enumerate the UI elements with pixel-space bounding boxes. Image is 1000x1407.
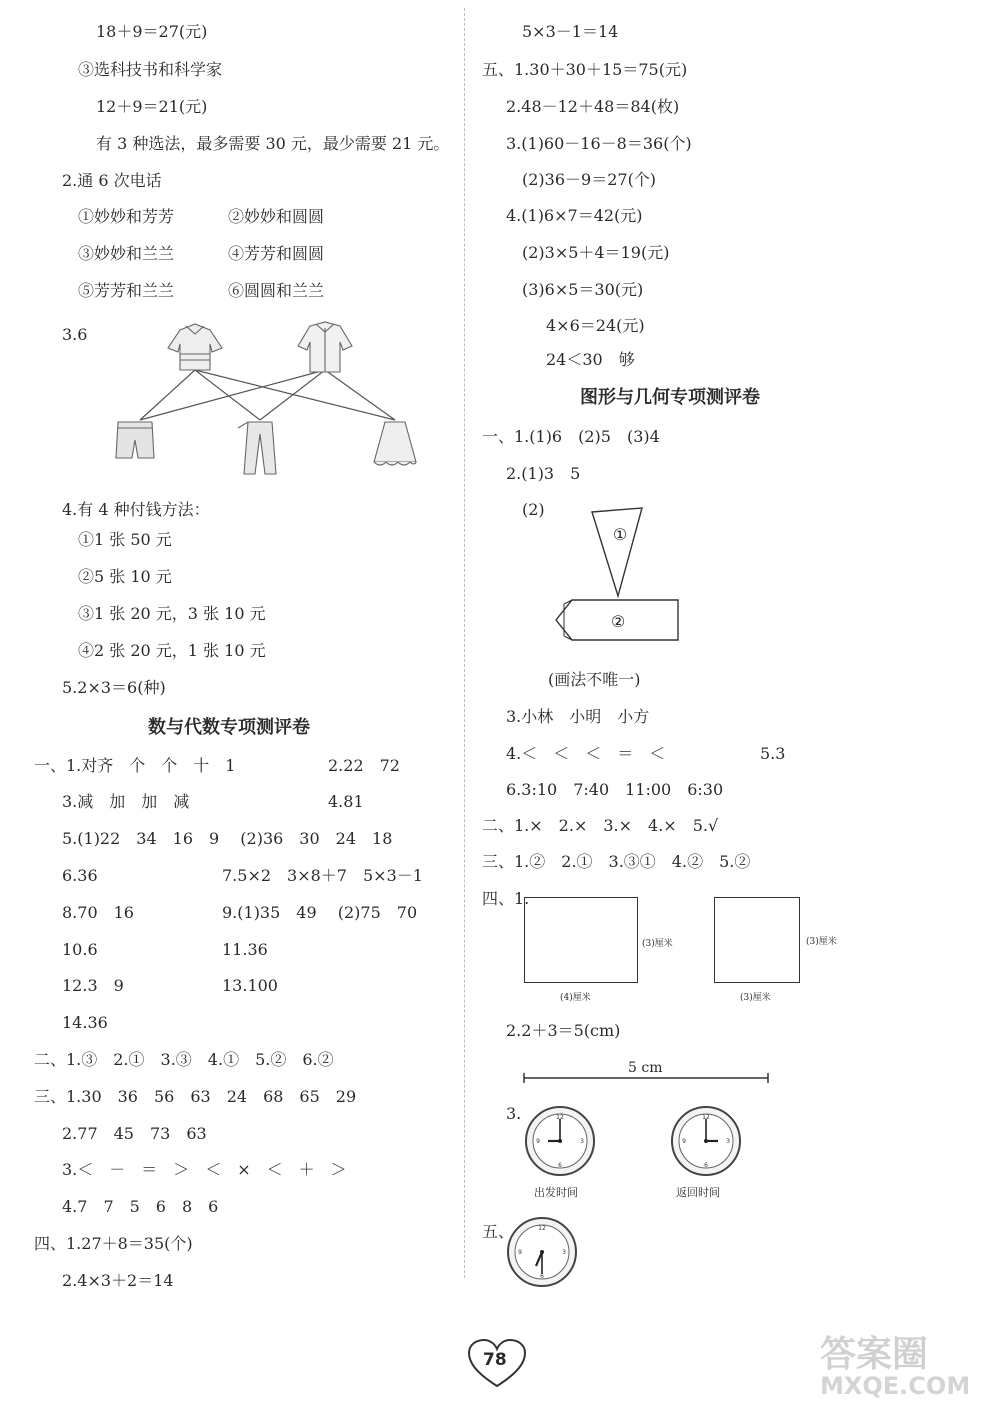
answer-line: ②妙妙和圆圆	[228, 207, 325, 226]
segment-label: 5 cm	[628, 1060, 663, 1076]
answer-line: 2.(1)3 5	[506, 464, 581, 483]
answer-line: ①妙妙和芳芳	[78, 207, 175, 226]
answer-line: ③选科技书和科学家	[78, 60, 223, 79]
rectangle-figure	[524, 897, 638, 983]
square-bottom-label: (3)厘米	[740, 993, 771, 1003]
square-side-label: (3)厘米	[806, 937, 837, 947]
svg-text:12: 12	[538, 1225, 546, 1232]
answer-line: 11.36	[222, 940, 268, 959]
answer-line: 2.通 6 次电话	[62, 171, 162, 190]
answer-line: 4.7 7 5 6 8 6	[62, 1197, 219, 1216]
answer-line: 6.3:10 7:40 11:00 6:30	[506, 780, 724, 799]
answer-line: ⑤芳芳和兰兰	[78, 281, 175, 300]
answer-line: 3.	[506, 1104, 522, 1123]
clothes-matching-figure	[100, 318, 440, 478]
svg-text:6: 6	[540, 1273, 544, 1280]
shirt-icon	[298, 322, 352, 372]
answer-line: ④芳芳和圆圆	[228, 244, 325, 263]
answer-line: 一、1.(1)6 (2)5 (3)4	[482, 427, 660, 446]
square-figure	[714, 897, 800, 983]
answer-line: 18＋9＝27(元)	[96, 22, 208, 41]
answer-line: 5.2×3＝6(种)	[62, 678, 166, 697]
shape-drawing-figure	[548, 500, 688, 650]
shorts-icon	[116, 422, 154, 458]
watermark-logo: 答案圈	[820, 1334, 929, 1375]
rectangle-bottom-label: (4)厘米	[560, 993, 591, 1003]
svg-text:6: 6	[704, 1162, 708, 1169]
answer-line: 四、1.27＋8＝35(个)	[34, 1234, 193, 1253]
answer-line: (2)36－9＝27(个)	[522, 170, 657, 189]
svg-text:3: 3	[562, 1249, 566, 1256]
answer-line: ②5 张 10 元	[78, 567, 172, 586]
answer-line: 五、1.30＋30＋15＝75(元)	[482, 60, 688, 79]
trousers-icon	[238, 422, 276, 474]
answer-line: 5.(1)22 34 16 9 (2)36 30 24 18	[62, 829, 393, 848]
answer-line: 7.5×2 3×8＋7 5×3－1	[222, 866, 423, 885]
svg-text:12: 12	[702, 1114, 710, 1121]
answer-line: 3.(1)60－16－8＝36(个)	[506, 134, 692, 153]
answer-line: 4.有 4 种付钱方法：	[62, 500, 210, 519]
answer-line: ③1 张 20 元，3 张 10 元	[78, 604, 266, 623]
answer-line: 13.100	[222, 976, 278, 995]
answer-line: (画法不唯一)	[548, 670, 641, 689]
svg-text:12: 12	[556, 1114, 564, 1121]
section-title-geometry: 图形与几何专项测评卷	[580, 387, 760, 408]
answer-line: (2)	[522, 500, 545, 519]
answer-line: (2)3×5＋4＝19(元)	[522, 243, 670, 262]
answer-line: 3.减 加 加 减	[62, 792, 190, 811]
answer-line: 6.36	[62, 866, 98, 885]
answer-line: ③妙妙和兰兰	[78, 244, 175, 263]
answer-line: 3.＜ － ＝ ＞ ＜ × ＜ ＋ ＞	[62, 1160, 347, 1179]
answer-line: 2.22 72	[328, 756, 400, 775]
answer-line: 4.81	[328, 792, 364, 811]
answer-line: 12＋9＝21(元)	[96, 97, 208, 116]
answer-line: 3.6	[62, 325, 88, 344]
answer-line: 二、1.× 2.× 3.× 4.× 5.√	[482, 816, 719, 835]
clock-icon	[670, 1105, 742, 1177]
page-number: 78	[483, 1350, 507, 1370]
svg-text:3: 3	[726, 1138, 730, 1145]
answer-line: ⑥圆圆和兰兰	[228, 281, 325, 300]
answer-line: 2.4×3＋2＝14	[62, 1271, 174, 1290]
clock-icon	[524, 1105, 596, 1177]
sweater-icon	[168, 324, 222, 370]
column-divider	[464, 8, 465, 1278]
triangle-label: ①	[612, 525, 628, 544]
answer-line: 9.(1)35 49 (2)75 70	[222, 903, 418, 922]
rectangle-side-label: (3)厘米	[642, 939, 673, 949]
answer-line: 4.(1)6×7＝42(元)	[506, 206, 643, 225]
answer-line: 二、1.③ 2.① 3.③ 4.① 5.② 6.②	[34, 1050, 334, 1069]
answer-line: 12.3 9	[62, 976, 124, 995]
svg-text:3: 3	[580, 1138, 584, 1145]
svg-text:9: 9	[536, 1138, 540, 1145]
answer-line: 10.6	[62, 940, 98, 959]
answer-line: ④2 张 20 元，1 张 10 元	[78, 641, 266, 660]
answer-line: 2.2＋3＝5(cm)	[506, 1021, 621, 1040]
answer-line: 5.3	[760, 744, 786, 763]
answer-line: 3.小林 小明 小方	[506, 707, 650, 726]
answer-line: 五、	[482, 1222, 515, 1241]
answer-line: 2.48－12＋48＝84(枚)	[506, 97, 680, 116]
answer-line: 三、1.② 2.① 3.③① 4.② 5.②	[482, 852, 751, 871]
answer-line: 24＜30 够	[546, 350, 635, 369]
return-time-caption: 返回时间	[676, 1186, 720, 1199]
answer-line: 有 3 种选法，最多需要 30 元，最少需要 21 元。	[96, 134, 450, 153]
svg-text:9: 9	[682, 1138, 686, 1145]
section-title-number-algebra: 数与代数专项测评卷	[148, 717, 310, 738]
answer-line: (3)6×5＝30(元)	[522, 280, 644, 299]
clock-icon	[506, 1216, 578, 1288]
svg-text:6: 6	[558, 1162, 562, 1169]
departure-time-caption: 出发时间	[534, 1186, 578, 1199]
answer-line: 5×3－1＝14	[522, 22, 619, 41]
answer-line: 8.70 16	[62, 903, 134, 922]
answer-line: 三、1.30 36 56 63 24 68 65 29	[34, 1087, 357, 1106]
answer-line: ①1 张 50 元	[78, 530, 172, 549]
answer-line: 一、1.对齐 个 个 十 1	[34, 756, 236, 775]
answer-line: 14.36	[62, 1013, 108, 1032]
svg-text:9: 9	[518, 1249, 522, 1256]
pentagon-label: ②	[610, 612, 626, 631]
skirt-icon	[374, 422, 416, 465]
watermark-url: MXQE.COM	[820, 1372, 971, 1400]
answer-line: 2.77 45 73 63	[62, 1124, 207, 1143]
answer-line: 四、1.	[482, 889, 530, 908]
answer-line: 4×6＝24(元)	[546, 316, 645, 335]
answer-line: 4.＜ ＜ ＜ ＝ ＜	[506, 744, 666, 763]
